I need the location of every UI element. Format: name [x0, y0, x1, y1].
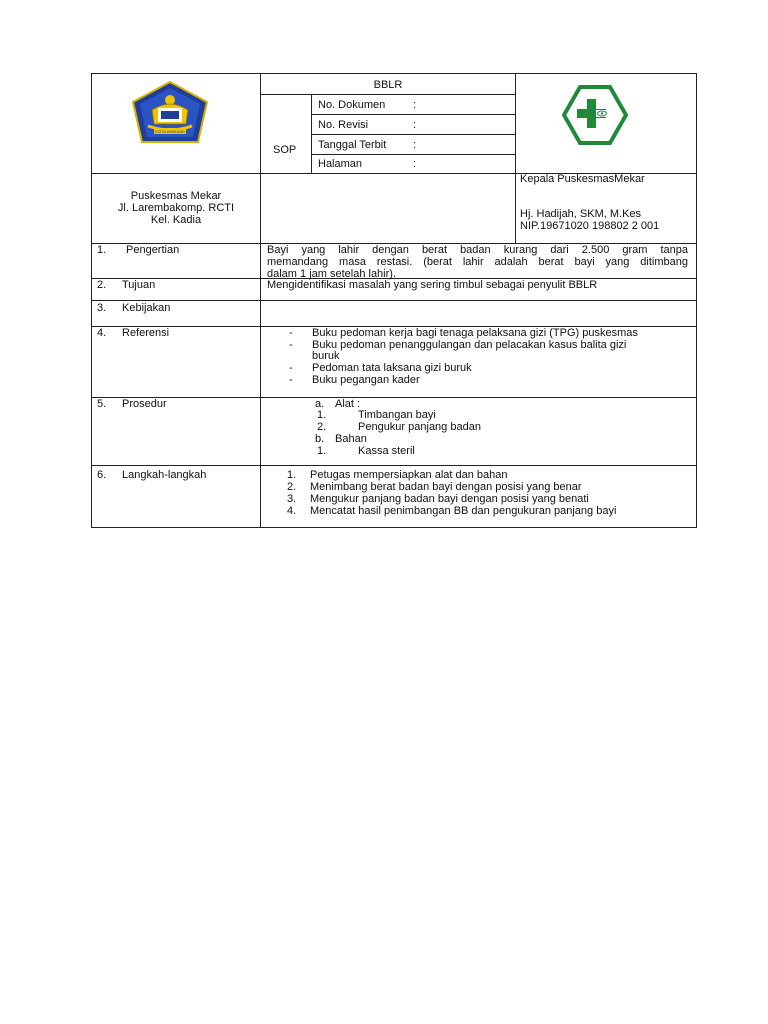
- pengertian-line-2: memandang masa restasi. (berat lahir adalah berat bayi yang ditimbang: [267, 256, 688, 268]
- row-langkah-num: 6.: [97, 469, 107, 481]
- row-referensi-num: 4.: [97, 327, 107, 339]
- referensi-bullet-4: -: [289, 374, 293, 386]
- row-prosedur-num: 5.: [97, 398, 107, 410]
- referensi-bullet-2: -: [289, 339, 293, 351]
- row-pengertian-num: 1.: [97, 244, 107, 256]
- referensi-bullet-1: -: [289, 327, 293, 339]
- langkah-item-1-num: 1.: [287, 469, 297, 481]
- prosedur-a-marker: a.: [315, 398, 325, 410]
- field-no-revisi-sep: :: [413, 119, 417, 131]
- prosedur-a-item-2-num: 2.: [317, 421, 327, 433]
- sop-label: SOP: [273, 144, 297, 156]
- langkah-item-2-num: 2.: [287, 481, 297, 493]
- org-address: Jl. Larembakomp. RCTI: [117, 202, 235, 214]
- referensi-item-2-cont: buruk: [312, 350, 340, 362]
- row-pengertian-content: [267, 244, 688, 280]
- field-no-revisi-label: No. Revisi: [318, 119, 369, 131]
- head-nip: NIP.19671020 198802 2 001: [520, 220, 660, 232]
- langkah-item-2: Menimbang berat badan bayi dengan posisi yang benar: [310, 481, 582, 493]
- field-no-dokumen-sep: :: [413, 99, 417, 111]
- referensi-item-4: Buku pegangan kader: [312, 374, 420, 386]
- prosedur-a-item-1-num: 1.: [317, 409, 327, 421]
- prosedur-b-label: Bahan: [335, 433, 367, 445]
- document-title: BBLR: [373, 79, 403, 91]
- pengertian-line-1: Bayi yang lahir dengan berat badan kurang dari 2.500 gram tanpa: [267, 244, 688, 256]
- regional-emblem-logo: [130, 80, 210, 144]
- pengertian-line-3: dalam 1 jam setelah lahir).: [267, 268, 397, 280]
- head-name: Hj. Hadijah, SKM, M.Kes: [520, 208, 642, 220]
- field-no-dokumen-label: No. Dokumen: [318, 99, 386, 111]
- langkah-item-4-num: 4.: [287, 505, 297, 517]
- head-title: Kepala PuskesmasMekar: [520, 173, 645, 185]
- svg-text:KOTA KENDARI: KOTA KENDARI: [155, 129, 185, 134]
- row-referensi-label: Referensi: [122, 327, 170, 339]
- puskesmas-logo: [562, 85, 628, 145]
- row-tujuan-label: Tujuan: [122, 279, 156, 291]
- row-kebijakan-label: Kebijakan: [122, 302, 171, 314]
- row-kebijakan-num: 3.: [97, 302, 107, 314]
- row-tujuan-content: Mengidentifikasi masalah yang sering timbul sebagai penyulit BBLR: [267, 279, 598, 291]
- langkah-item-3-num: 3.: [287, 493, 297, 505]
- row-prosedur-label: Prosedur: [122, 398, 167, 410]
- referensi-item-1: Buku pedoman kerja bagi tenaga pelaksana gizi (TPG) puskesmas: [312, 327, 638, 339]
- langkah-item-3: Mengukur panjang badan bayi dengan posisi yang benati: [310, 493, 589, 505]
- field-halaman-sep: :: [413, 158, 417, 170]
- prosedur-b-item-1-num: 1.: [317, 445, 327, 457]
- prosedur-b-item-1: Kassa steril: [358, 445, 415, 457]
- prosedur-a-label: Alat :: [335, 398, 361, 410]
- field-halaman-label: Halaman: [318, 158, 363, 170]
- field-tanggal-terbit-label: Tanggal Terbit: [318, 139, 387, 151]
- prosedur-a-item-2: Pengukur panjang badan: [358, 421, 481, 433]
- referensi-bullet-3: -: [289, 362, 293, 374]
- org-kelurahan: Kel. Kadia: [150, 214, 202, 226]
- langkah-item-1: Petugas mempersiapkan alat dan bahan: [310, 469, 508, 481]
- field-tanggal-terbit-sep: :: [413, 139, 417, 151]
- row-pengertian-label: Pengertian: [126, 244, 180, 256]
- referensi-item-3: Pedoman tata laksana gizi buruk: [312, 362, 472, 374]
- prosedur-b-marker: b.: [315, 433, 325, 445]
- row-langkah-label: Langkah-langkah: [122, 469, 207, 481]
- row-tujuan-num: 2.: [97, 279, 107, 291]
- prosedur-a-item-1: Timbangan bayi: [358, 409, 436, 421]
- langkah-item-4: Mencatat hasil penimbangan BB dan pengukuran panjang bayi: [310, 505, 617, 517]
- referensi-item-2: Buku pedoman penanggulangan dan pelacakan kasus balita gizi: [312, 339, 627, 351]
- org-name: Puskesmas Mekar: [130, 190, 222, 202]
